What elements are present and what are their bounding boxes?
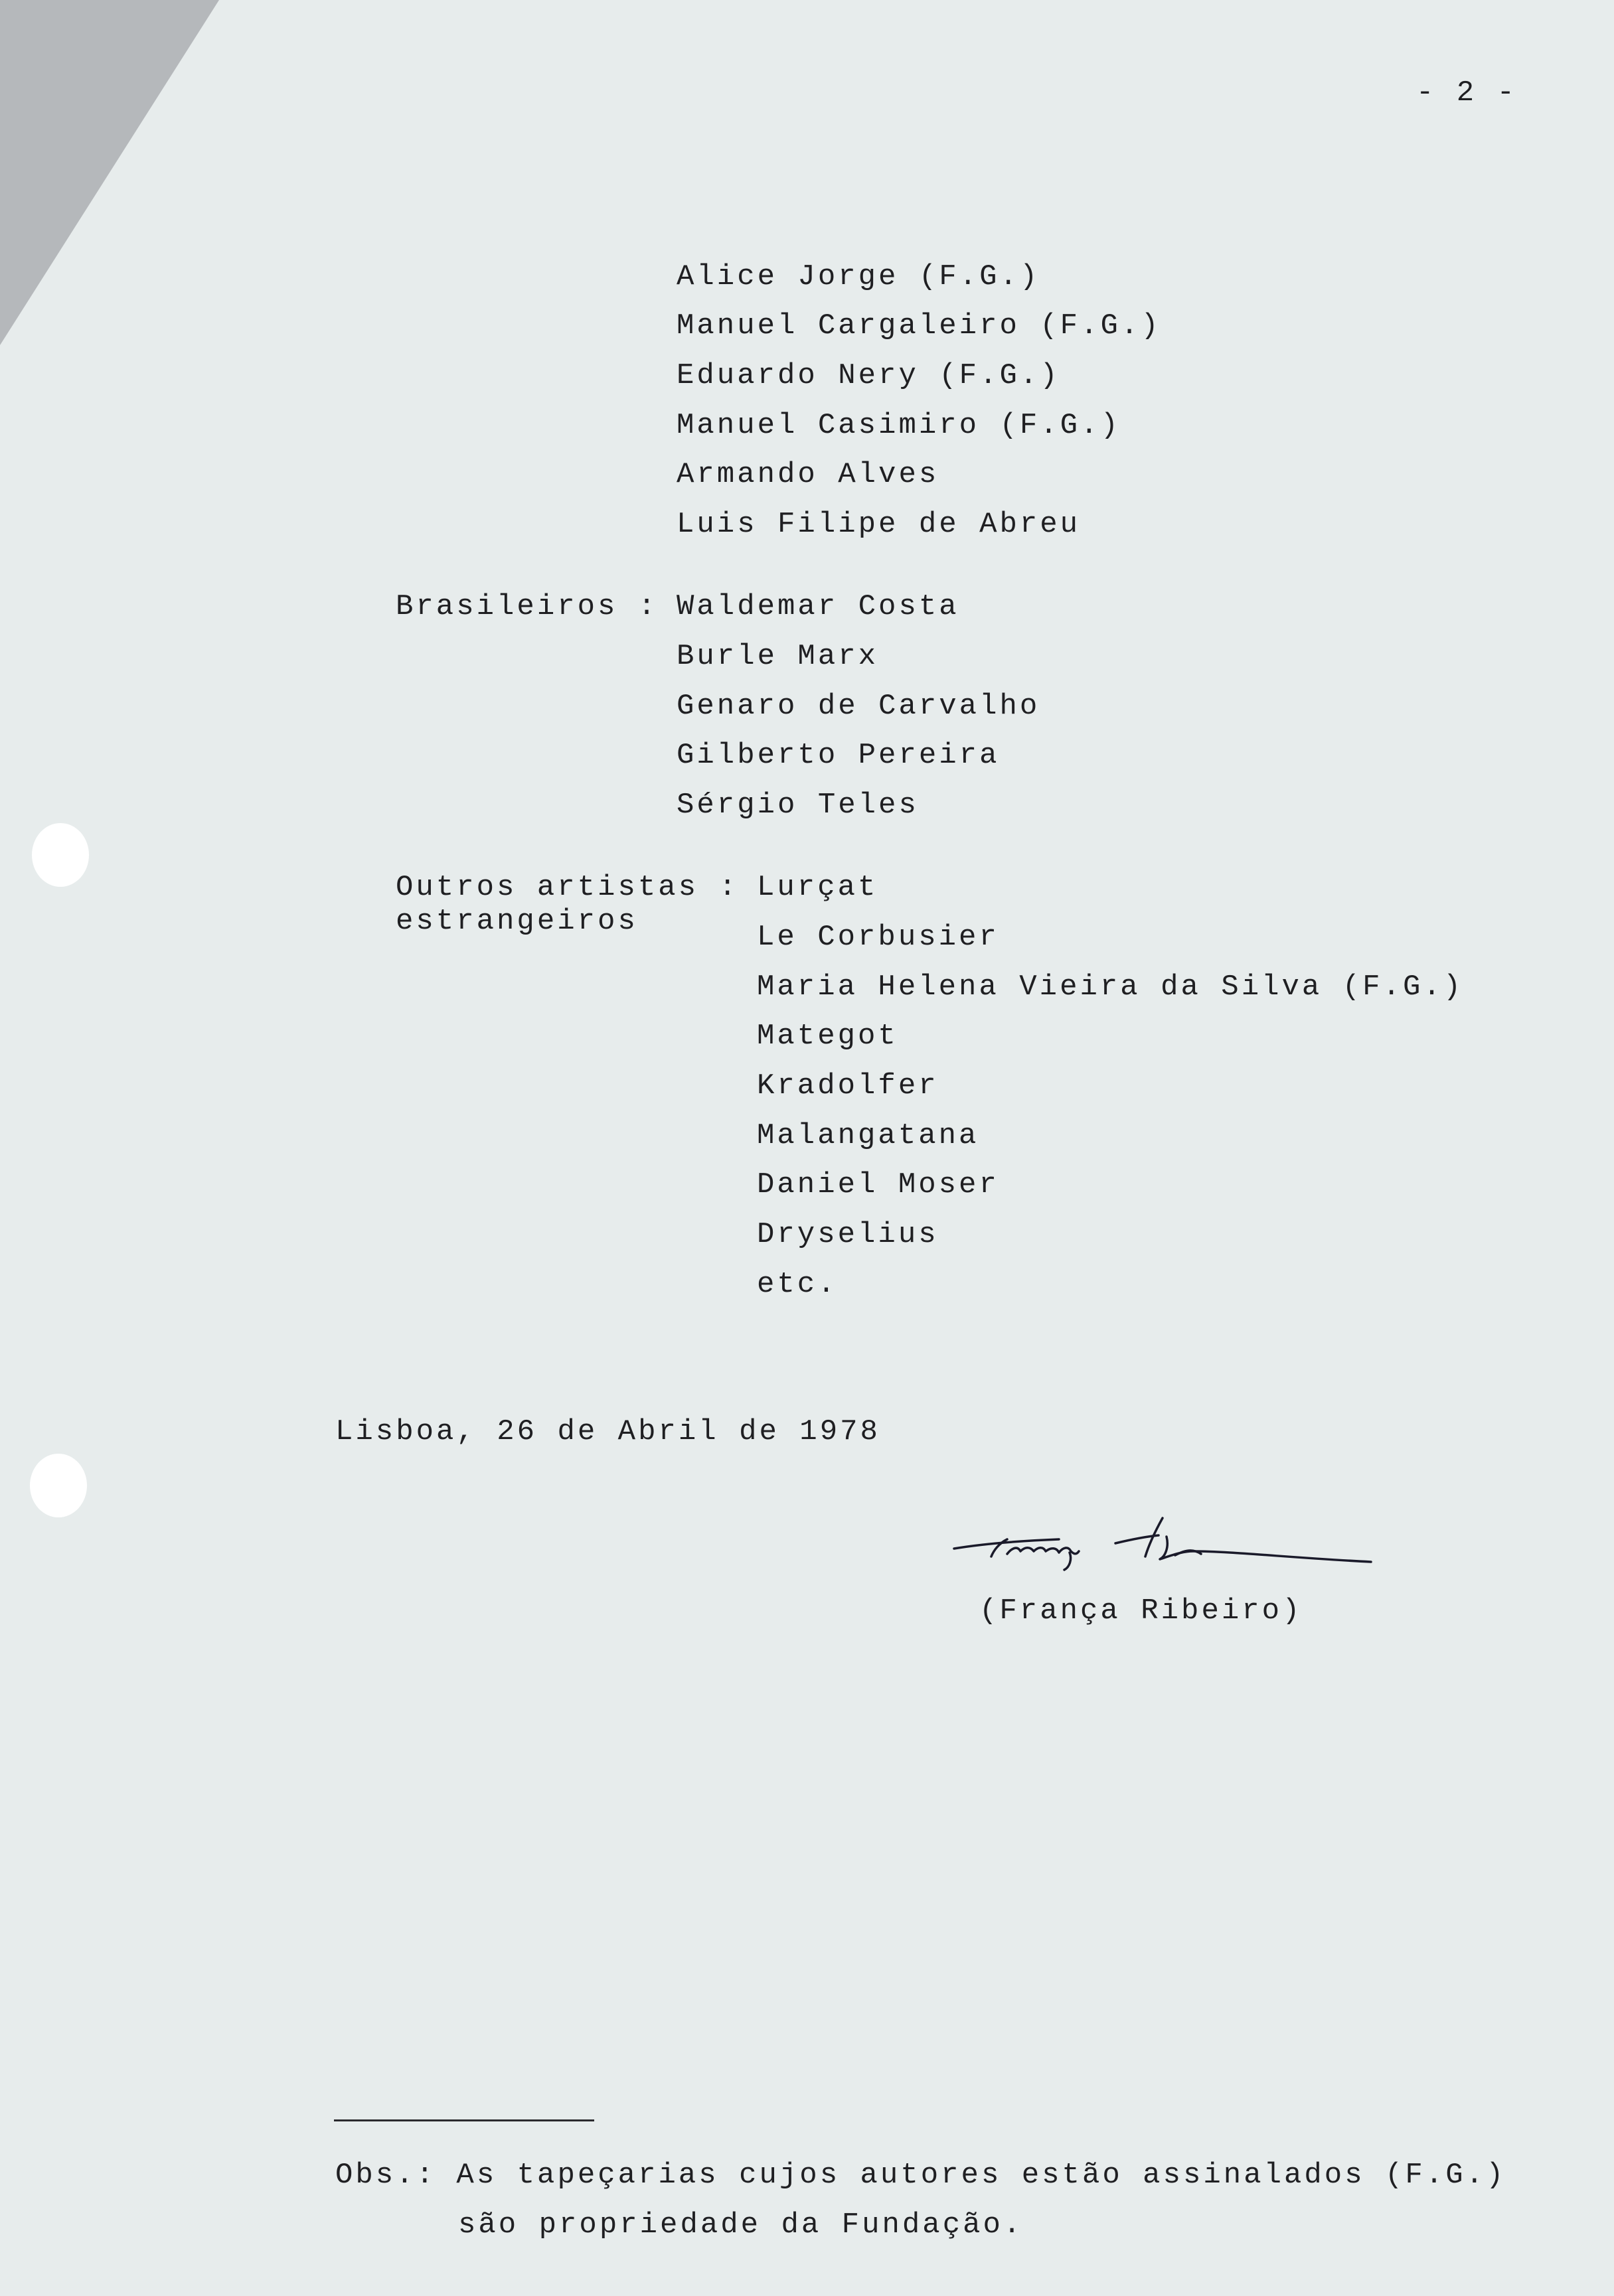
list-item: Luis Filipe de Abreu [677,508,1081,541]
page-number: - 2 - [1416,76,1518,110]
list-item: Armando Alves [677,458,939,491]
list-item: Waldemar Costa [677,590,959,623]
list-item: Malangatana [757,1119,979,1152]
footnote-line: Obs.: As tapeçarias cujos autores estão assinalados (F.G.) [335,2159,1506,2192]
folded-corner [0,0,219,345]
list-item: Manuel Casimiro (F.G.) [677,409,1121,442]
signatory-name: (França Ribeiro) [979,1594,1303,1628]
list-item: Le Corbusier [757,921,999,954]
list-item: Burle Marx [677,640,879,673]
list-item: Daniel Moser [757,1168,999,1201]
section-label-foreign: Outros artistas : [396,871,739,904]
list-item: Alice Jorge (F.G.) [677,260,1040,293]
section-label-brazilian: Brasileiros : [396,590,659,623]
handwritten-signature [946,1490,1384,1590]
punch-hole [30,1454,87,1517]
list-item: Gilberto Pereira [677,739,1000,772]
list-item: Sérgio Teles [677,789,919,822]
list-item: Lurçat [757,871,878,904]
list-item: Genaro de Carvalho [677,690,1040,723]
list-item: Mategot [757,1020,898,1053]
footnote-line: são propriedade da Fundação. [458,2208,1024,2242]
section-label-foreign-line2: estrangeiros [396,905,638,938]
punch-hole [32,823,89,887]
footnote-divider [334,2119,594,2121]
list-item: Maria Helena Vieira da Silva (F.G.) [757,970,1464,1004]
list-item: Manuel Cargaleiro (F.G.) [677,309,1161,343]
list-item: Kradolfer [757,1069,939,1103]
list-item: Dryselius [757,1218,939,1251]
date-line: Lisboa, 26 de Abril de 1978 [335,1415,880,1448]
list-item: Eduardo Nery (F.G.) [677,359,1060,392]
list-item: etc. [757,1268,838,1301]
